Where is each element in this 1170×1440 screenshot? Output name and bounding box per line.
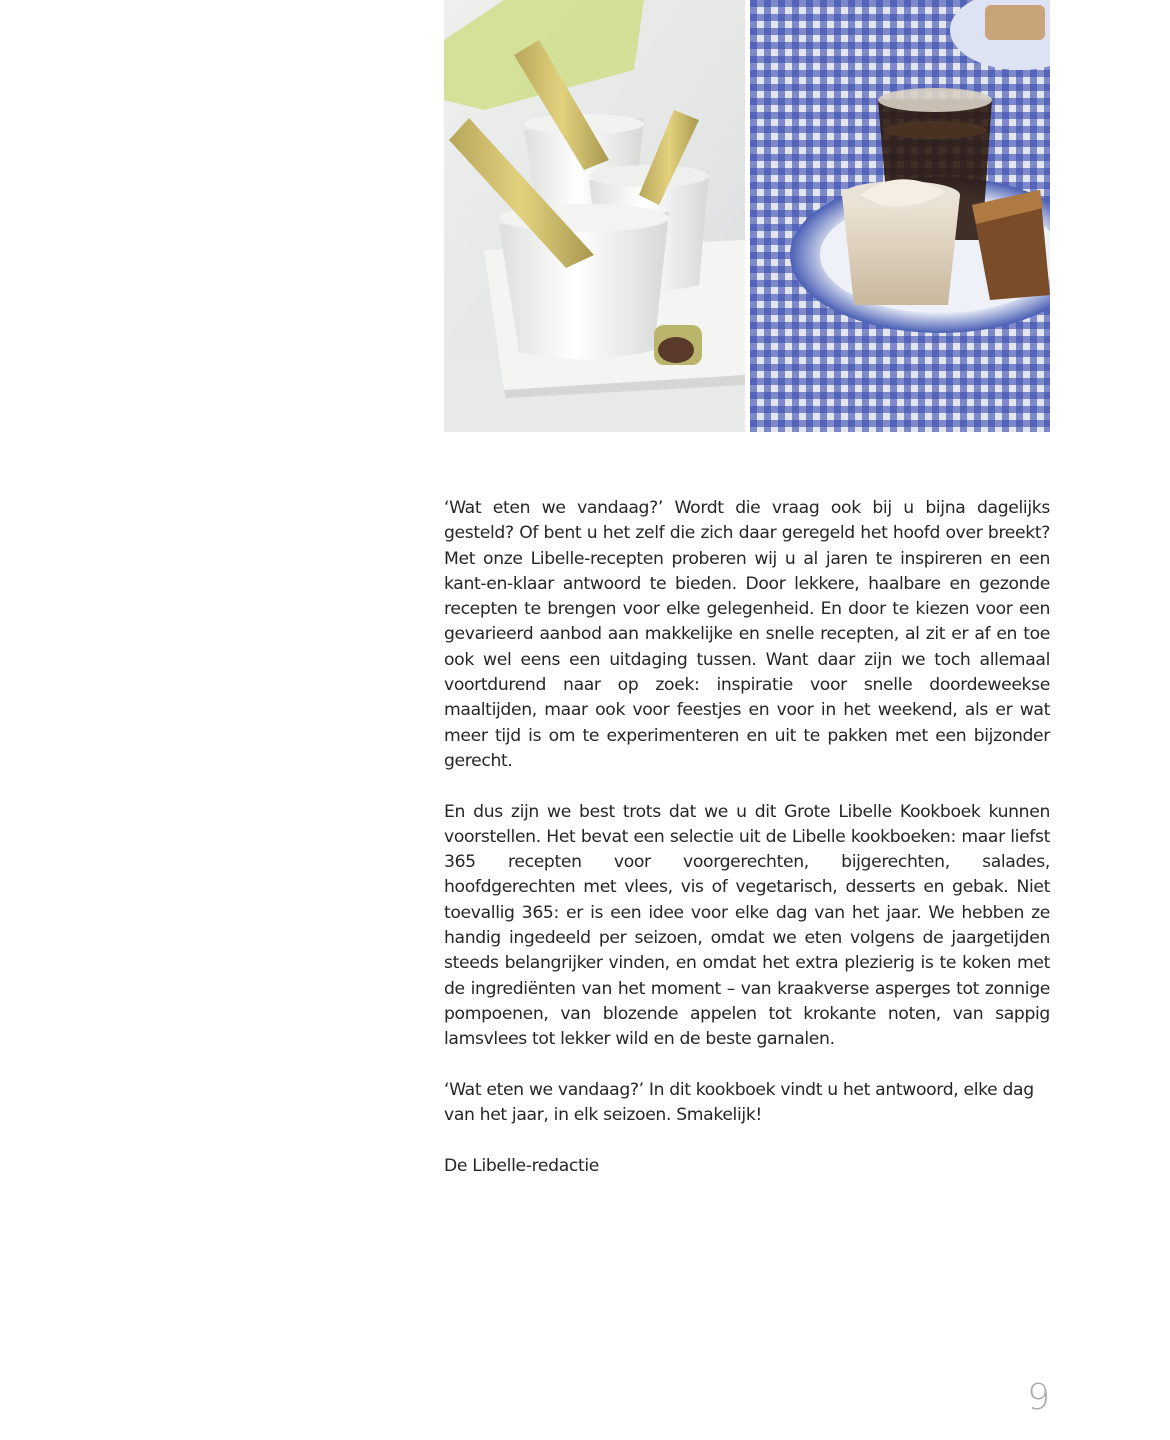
intro-paragraph-2: En dus zijn we best trots dat we u dit Grote Libelle Kookboek kunnen voorstellen. Het bevat een selectie uit de Libelle kookboeken: maar liefst 365 recepten voor voorgerechten, bijgerechten, salades, hoofdgerechten met vlees, vis of vegetarisch, desserts en gebak. Niet toevallig 365: er is een idee voor elke dag van het jaar. We hebben ze handig ingedeeld per seizoen, omdat we eten volgens de jaargetijden steeds belangrijker vinden, en omdat het extra plezierig is te koken met de ingrediënten van het moment – van kraakverse asperges tot zonnige pompoenen, van blozende appelen tot krokante noten, van sappig lamsvlees tot lekker wild en de beste garnalen.	[444, 801, 1050, 1050]
page-number: 9	[1027, 1377, 1050, 1418]
intro-paragraph-3: ‘Wat eten we vandaag?’ In dit kookboek vindt u het antwoord, elke dag van het jaar, in elk seizoen. Smakelijk!	[444, 1079, 1034, 1126]
pastry-sticks-image	[444, 0, 745, 432]
intro-text	[444, 496, 1050, 1204]
signature: De Libelle-redactie	[444, 1155, 600, 1176]
intro-paragraph-1: ‘Wat eten we vandaag?’ Wordt die vraag ook bij u bijna dagelijks gesteld? Of bent u het zelf die zich daar geregeld het hoofd over breekt? Met onze Libelle-recepten proberen wij u al jaren te inspireren en een kant-en-klaar antwoord te bieden. Door lekkere, haalbare en gezonde recepten te brengen voor elke gelegenheid. En door te kiezen voor een gevarieerd aanbod aan makkelijke en snelle recepten, al zit er af en toe ook wel eens een uitdaging tussen. Want daar zijn we toch allemaal voortdurend naar op zoek: inspiratie voor snelle doordeweekse maaltijden, maar ook voor feestjes en voor in het weekend, als er wat meer tijd is om te experimenteren en uit te pakken met een bijzonder gerecht.	[444, 498, 1050, 771]
photo-pastry-sticks	[444, 0, 745, 432]
photo-dessert-coffee	[750, 0, 1050, 432]
dessert-coffee-image	[750, 0, 1050, 432]
